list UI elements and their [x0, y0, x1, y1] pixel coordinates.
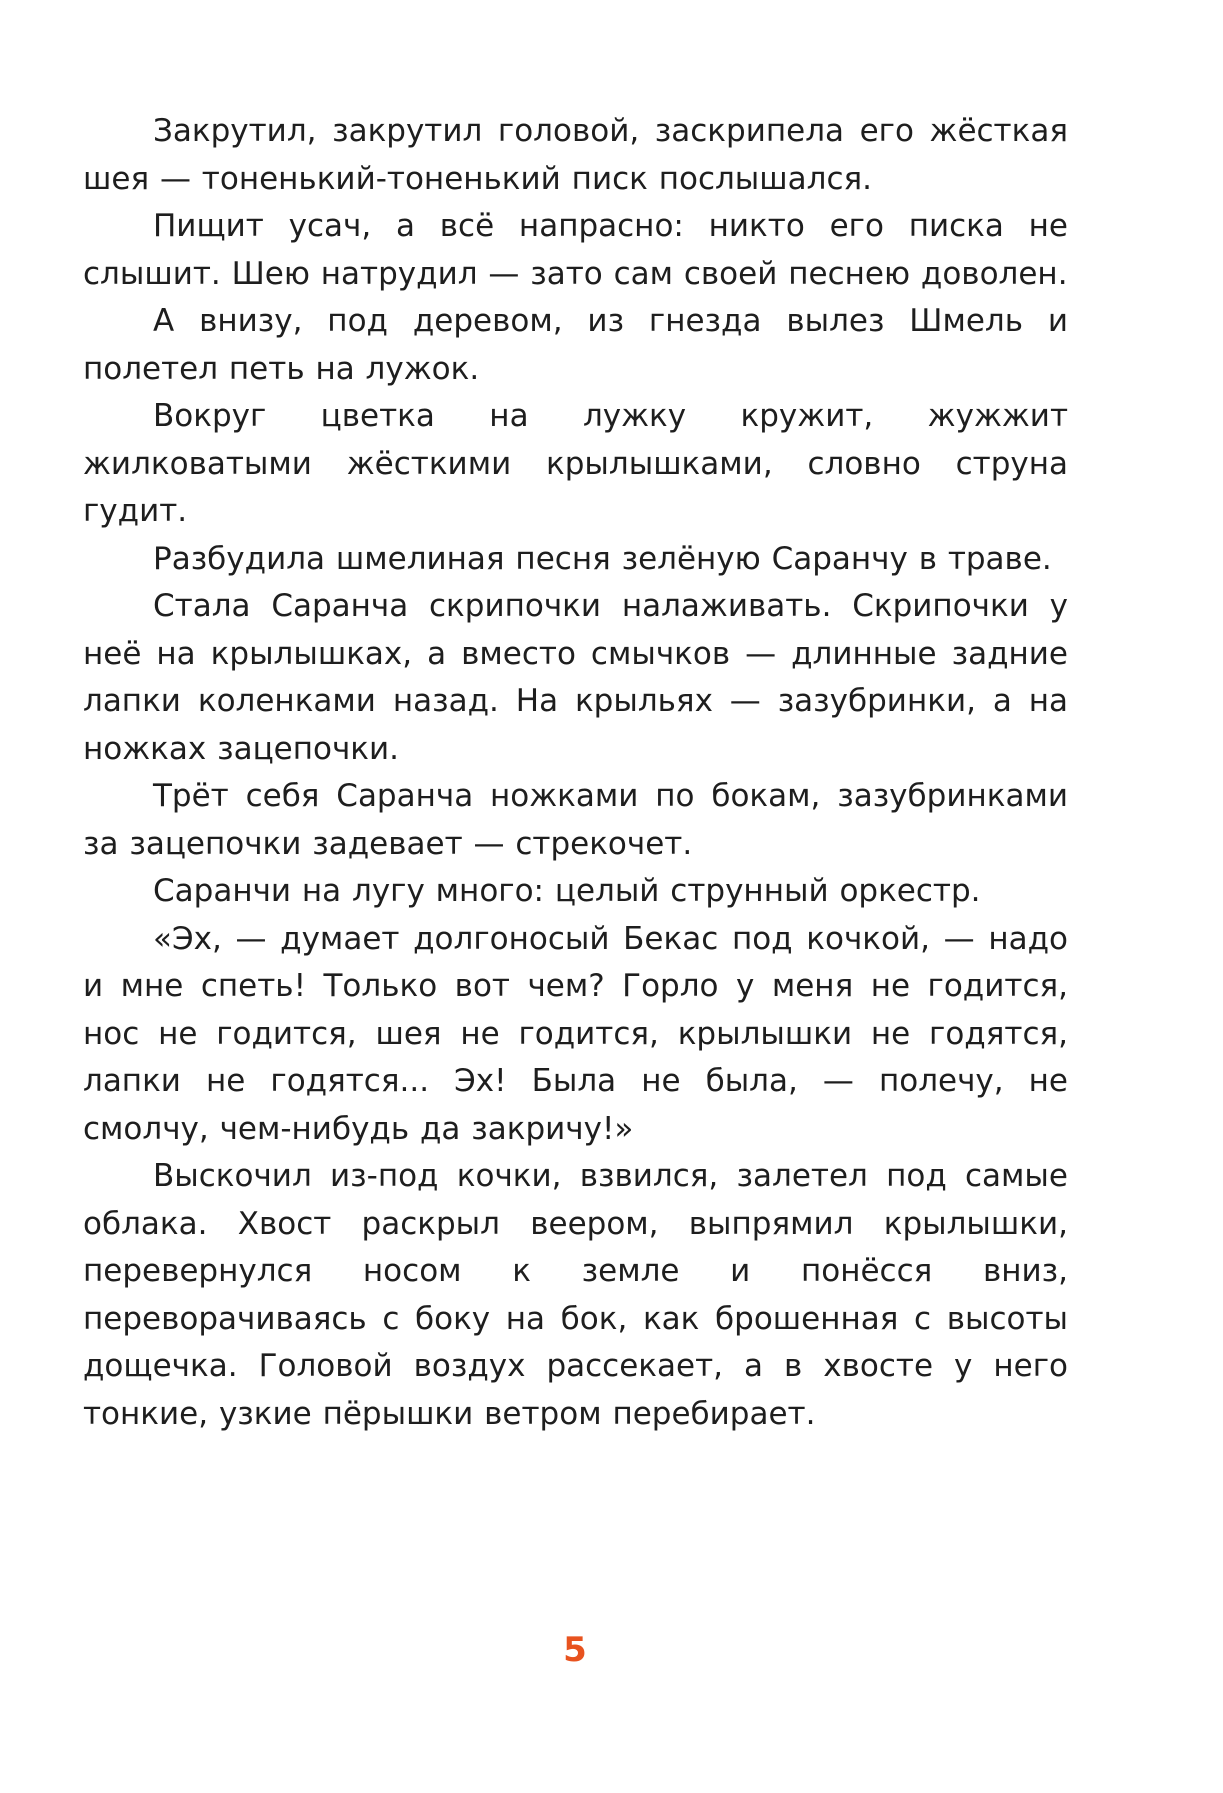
- page-number: 5: [563, 1630, 587, 1670]
- paragraph-9: «Эх, — думает долгоносый Бекас под кочкой, — надо и мне спеть! Только вот чем? Горло у меня не годится, нос не годится, шея не годится, крылышки не годятся, лапки не годятся... Эх! Была не была, — полечу, не смолчу, чем-нибудь да закричу!»: [83, 920, 1068, 1147]
- paragraph-2: Пищит усач, а всё напрасно: никто его писка не слышит. Шею натрудил — зато сам своей песнею доволен.: [83, 208, 1068, 292]
- paragraph-7: Трёт себя Саранча ножками по бокам, зазубринками за зацепочки задевает — стрекочет.: [83, 778, 1068, 862]
- paragraph-3: А внизу, под деревом, из гнезда вылез Шмель и полетел петь на лужок.: [83, 303, 1068, 387]
- paragraph-1: Закрутил, закрутил головой, заскрипела его жёсткая шея — тоненький-тоненький писк послышался.: [83, 113, 1068, 197]
- paragraph-4: Вокруг цветка на лужку кружит, жужжит жилковатыми жёсткими крылышками, словно струна гудит.: [83, 398, 1068, 529]
- paragraph-6: Стала Саранча скрипочки налаживать. Скрипочки у неё на крылышках, а вместо смычков — длинные задние лапки коленками назад. На крыльях — зазубринки, а на ножках зацепочки.: [83, 588, 1068, 767]
- story-text: [83, 108, 1068, 1438]
- paragraph-8: Саранчи на лугу много: целый струнный оркестр.: [153, 873, 981, 909]
- paragraph-5: Разбудила шмелиная песня зелёную Саранчу в траве.: [153, 540, 1052, 577]
- paragraph-10: Выскочил из-под кочки, взвился, залетел под самые облака. Хвост раскрыл веером, выпрямил крылышки, перевернулся носом к земле и понёсся вниз, переворачиваясь с боку на бок, как брошенная с высоты дощечка. Головой воздух рассекает, а в хвосте у него тонкие, узкие пёрышки ветром перебирает.: [83, 1158, 1068, 1432]
